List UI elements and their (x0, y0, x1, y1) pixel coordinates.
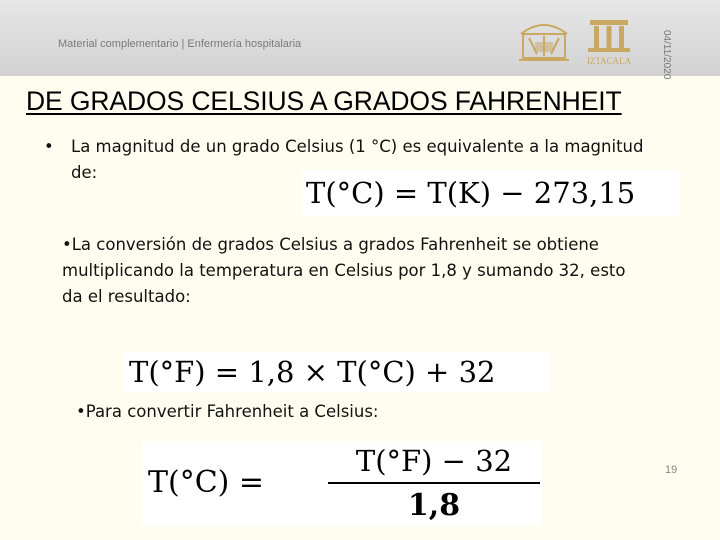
paragraph-conversion: •La conversión de grados Celsius a grados Fahrenheit se obtiene multiplicando la temperatura en Celsius por 1,8 y sumando 32, esto da el resultado: (62, 235, 626, 306)
formula-denominator: 1,8 (407, 488, 461, 523)
formula-celsius-kelvin: T(°C) = T(K) − 273,15 (302, 170, 680, 216)
formula-numerator: T(°F) − 32 (355, 444, 513, 478)
date-label-container (661, 30, 673, 80)
iztacala-logo-label: IZTACALA (586, 56, 632, 66)
header-band (0, 0, 720, 80)
date-label: 04/11/2020 (661, 30, 672, 80)
slide-title: DE GRADOS CELSIUS A GRADOS FAHRENHEIT (26, 86, 622, 116)
unam-logo-icon (515, 14, 573, 68)
header-text: Material complementario | Enfermería hospitalaria (58, 38, 302, 50)
formula-lhs: T(°C) = (148, 465, 265, 500)
bullet-marker: • (44, 137, 54, 156)
fraction-bar (328, 482, 540, 484)
formula-fraction (328, 443, 540, 524)
formula-celsius-fraction (142, 441, 542, 525)
iztacala-logo-icon (580, 14, 638, 68)
page-number: 19 (665, 464, 678, 476)
bullet-text: La magnitud de un grado Celsius (1 °C) es equivalente a la magnitud de: (71, 137, 644, 182)
formula-fahrenheit: T(°F) = 1,8 × T(°C) + 32 (125, 352, 550, 392)
paragraph-fahrenheit-to-celsius: •Para convertir Fahrenheit a Celsius: (76, 402, 379, 421)
